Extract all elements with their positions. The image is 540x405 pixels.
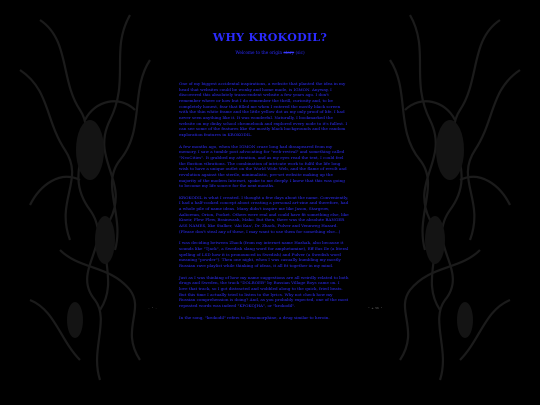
subtitle-suffix: (sic): [294, 50, 305, 55]
page-title: WHY KROKODIL?: [212, 31, 328, 44]
article-column: [176, 0, 364, 405]
paragraph-name-choice: I was deciding between Zhack (from my internet name Hazhak, also because it sounds like "Tjack", a Swedish slang word for amphetamine), Eff Eas Ile (a literal spelling of LSD how it is pronounced in Swedish) and Fulver (a Swedish word meaning "powder"). Then one night, when I was casually bumbling my mostly Russian rave playlist while thinking of ideas, it all fit together in my mind.: [179, 240, 349, 269]
left-ornament-caption: - ° -: [148, 306, 158, 310]
subtitle-prefix: Welcome to the origin: [235, 50, 284, 55]
paragraph-igmon: One of my biggest accidental inspirations, a website that planted the idea in my head that websites could be wonky and home made, is IGMON. Anyway, I discovered this absolutely transcendent website a few years ago. I don't remember where or how but I do remember the thrill, curiosity and, to be completely honest, fear that filled me when I entered the mostly black screen with the thin white frame and the little yellow dot as my only proof of life. I had never seen anything like it. It was wonderful. Naturally, I bookmarked the website on my dinky school chromebook and explored every node to it's fullest. I can see some of the features like the mostly black backgrounds and the random exploration features in KROKODIL.: [179, 81, 348, 137]
paragraph-krokodil-name: KROKODIL is what I created. I thought a few days about the name. Conveniently, I had a half-cooked concept about creating a personal art-zine and therefore, had a whole pile of name ideas. Many didn't inspire me like Jason, Stargrow, Aaliorean, Orion, Pocket. Others were real and could have fit something else, like Kineir, Flew Flew, Brainwash, Mako. But then, there was the absolute BANGER ASS NAMES, like Stalker, 'Aki Kaa', Dr. Zhack, Fulver and Vennweg Hazard. (Please don't steal any of these, I may want to use them for something else...): [179, 194, 349, 234]
subtitle-struck-word: story: [283, 50, 295, 55]
page-subtitle: [176, 50, 364, 55]
right-ornament-caption: ° ± 56 °: [368, 306, 383, 310]
paragraph-drug-reference: In the song, "krokodil" refers to Desomorphine, a drug similar to heroin.: [179, 314, 330, 320]
paragraph-dolboeb: Just as I was thinking of how my name suggestions are all weirdly related to both drugs and Sweden, the track "DOLBOEB" by Russian Village Boys came on. I love that track, so I got distracted and wobbled along to the quick, fried beats. But this time I actually tried to listen to the lyrics. Why not check how my Russian comprehension is doing? And, as you probably expected, one of the most repeated words was indeed "KPOKOJHA", or "krokodil".: [179, 274, 349, 308]
right-tribal-ornament: [370, 0, 540, 405]
paragraph-neocities: A few months ago, when the IGMON craze long had dissapeared from my memory, I saw a tumblr post advocating for "web-revival" and something called "NeoCities". It grabbed my attention, and as my eyes read the text, I could feel the flustion vibrations. The combination of intricate work to fulfil the life long wish to have a unique outlet on the World Wide Web, and the flame of revolt and revolution against the sterile, minimalistic, pre-set website making up the majority of the modern Internet, spoke to me deeply. I knew that this was going to become my life source for the next months.: [179, 143, 347, 189]
left-tribal-ornament: [0, 0, 170, 405]
